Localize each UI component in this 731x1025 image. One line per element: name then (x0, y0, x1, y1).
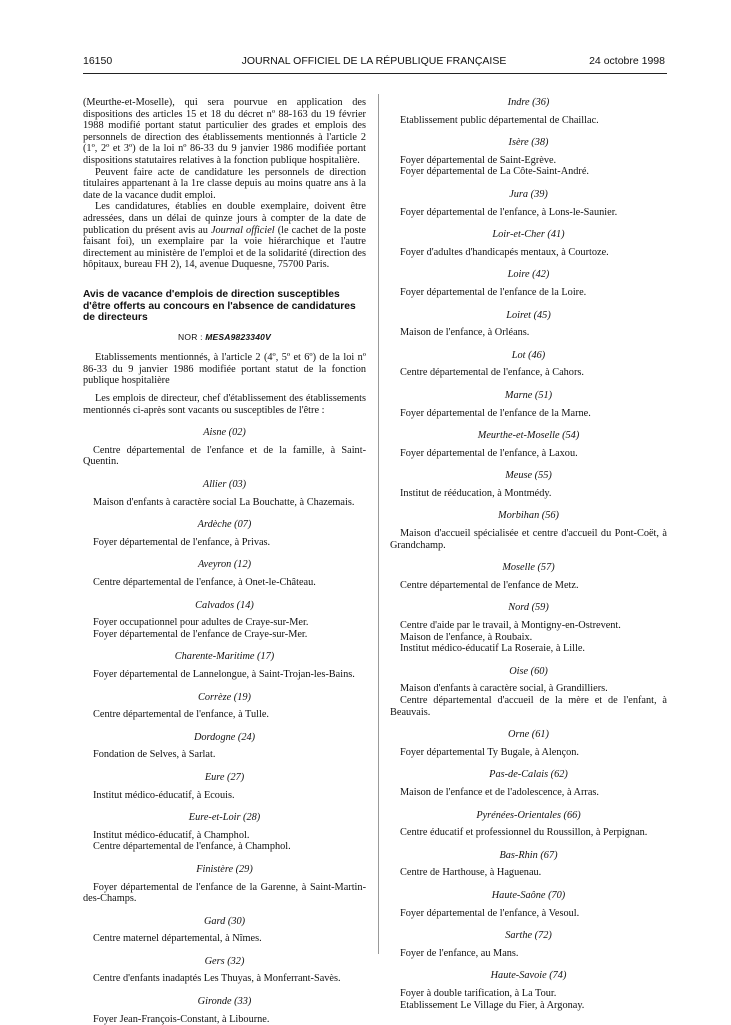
department-heading: Meuse (55) (505, 470, 552, 482)
establishment-entry: Institut de rééducation, à Montmédy. (400, 487, 552, 499)
establishment-entry: Foyer de l'enfance, au Mans. (400, 947, 519, 959)
department-heading: Charente-Maritime (17) (174, 651, 275, 663)
establishment-entry: Foyer départemental de Saint-Egrève. (400, 154, 557, 166)
department-heading: Loir-et-Cher (41) (492, 229, 565, 241)
establishment-entry: Centre départemental de l'enfance, à Onet-le-Château. (93, 577, 316, 588)
department-heading: Eure (27) (204, 771, 245, 783)
establishment-entry: Centre de Harthouse, à Haguenau. (400, 867, 542, 879)
establishment-entry: Foyer Jean-François-Constant, à Libourne. (93, 1013, 270, 1025)
department-heading: Loire (42) (507, 269, 550, 281)
intro-paragraph: Peuvent faire acte de candidature les personnels de direction titulaires appartenant à la 1re classe depuis au moins quatre ans à la date de la vacance dudit emploi. (83, 166, 366, 201)
department-heading: Eure-et-Loir (28) (188, 812, 261, 824)
department-heading: Calvados (14) (195, 599, 254, 611)
journal-title: JOURNAL OFFICIEL DE LA RÉPUBLIQUE FRANÇAISE (241, 55, 507, 67)
establishment-entry: Institut médico-éducatif, à Champhol. (93, 829, 250, 841)
department-list-right (390, 97, 667, 1011)
department-heading: Finistère (29) (196, 863, 253, 875)
establishment-entry: Centre départemental de l'enfance, à Champhol. (93, 841, 291, 853)
establishment-entry: Maison d'enfants à caractère social, à Grandilliers. (400, 683, 608, 695)
establishment-entry: Maison de l'enfance, à Orléans. (400, 327, 530, 339)
department-heading: Moselle (57) (502, 562, 555, 574)
page-header (83, 55, 665, 69)
department-heading: Ardèche (07) (197, 519, 252, 531)
establishment-entry: Centre d'enfants inadaptés Les Thuyas, à Monferrant-Savès. (93, 973, 341, 985)
establishment-entry: Foyer départemental de La Côte-Saint-André. (400, 166, 589, 178)
notice-title: Avis de vacance d'emplois de direction susceptibles d'être offerts au concours en l'absence de candidatures de directeurs (83, 288, 356, 324)
establishment-entry: Centre éducatif et professionnel du Roussillon, à Perpignan. (400, 827, 648, 839)
establishment-entry: Institut médico-éducatif La Roseraie, à Lille. (400, 643, 585, 655)
establishment-entry: Foyer départemental de l'enfance de la Garenne, à Saint-Martin-des-Champs. (83, 881, 366, 905)
nor-reference: NOR : MESA9823340V (178, 331, 271, 342)
establishment-entry: Foyer départemental de l'enfance de Craye-sur-Mer. (93, 628, 308, 640)
page-number: 16150 (83, 55, 113, 67)
department-heading: Marne (51) (504, 389, 553, 401)
establishment-entry: Maison de l'enfance et de l'adolescence, à Arras. (400, 786, 599, 798)
intro-paragraph: Les candidatures, établies en double exemplaire, doivent être adressées, dans un délai de quinze jours à compter de la date de publication du présent avis au Journal officiel (le cachet de la poste faisant foi), un exemplaire par la voie hiérarchique et l'autre directement au ministère de l'emploi et de la solidarité (direction des hôpitaux, bureau FH 2), 14, avenue Duquesne, 75700 Paris. (83, 201, 366, 271)
department-heading: Morbihan (56) (498, 510, 559, 522)
department-heading: Oise (60) (509, 665, 548, 677)
establishment-entry: Foyer départemental de l'enfance de la Marne. (400, 407, 591, 419)
column-divider (378, 94, 379, 954)
establishment-entry: Etablissement public départemental de Chaillac. (400, 114, 599, 126)
department-heading: Aveyron (12) (197, 559, 252, 571)
establishment-entry: Centre départemental de l'enfance, à Tulle. (93, 709, 269, 721)
publication-date: 24 octobre 1998 (589, 55, 665, 67)
department-heading: Allier (03) (202, 479, 247, 491)
establishment-entry: Foyer départemental de l'enfance de la Loire. (400, 286, 587, 298)
right-column (390, 97, 667, 1011)
department-heading: Sarthe (72) (505, 930, 552, 942)
establishment-entry: Foyer départemental de l'enfance, à Lons-le-Saunier. (400, 206, 618, 218)
establishment-entry: Centre départemental de l'enfance, à Cahors. (400, 367, 584, 379)
establishment-entry: Maison d'accueil spécialisée et centre d'accueil du Pont-Coët, à Grandchamp. (390, 528, 667, 551)
department-heading: Indre (36) (507, 97, 550, 108)
establishment-entry: Centre maternel départemental, à Nîmes. (93, 933, 262, 945)
establishment-entry: Centre d'aide par le travail, à Montigny-en-Ostrevent. (400, 620, 621, 632)
department-heading: Haute-Savoie (74) (490, 970, 567, 982)
department-heading: Nord (59) (508, 602, 549, 614)
establishment-entry: Foyer départemental de Lannelongue, à Saint-Trojan-les-Bains. (93, 668, 355, 680)
establishment-entry: Foyer départemental de l'enfance, à Vesoul. (400, 907, 580, 919)
notice-paragraph: Les emplois de directeur, chef d'établissement des établissements mentionnés ci-après sont vacants ou susceptibles de l'être : (83, 393, 366, 416)
department-heading: Meurthe-et-Moselle (54) (477, 430, 580, 442)
department-heading: Jura (39) (509, 188, 548, 200)
department-heading: Gironde (33) (197, 996, 252, 1008)
left-column (83, 97, 366, 1025)
department-heading: Gard (30) (203, 915, 246, 927)
department-heading: Dordogne (24) (193, 731, 256, 743)
department-heading: Aisne (02) (203, 427, 246, 439)
establishment-entry: Centre départemental de l'enfance de Metz. (400, 579, 579, 591)
establishment-entry: Foyer d'adultes d'handicapés mentaux, à Courtoze. (400, 246, 609, 258)
department-heading: Gers (32) (204, 955, 245, 967)
establishment-entry: Foyer départemental Ty Bugale, à Alençon. (400, 746, 579, 758)
department-heading: Pyrénées-Orientales (66) (476, 809, 581, 821)
establishment-entry: Centre départemental d'accueil de la mère et de l'enfant, à Beauvais. (390, 695, 667, 718)
department-heading: Loiret (45) (506, 309, 551, 321)
establishment-entry: Foyer à double tarification, à La Tour. (400, 987, 557, 999)
establishment-entry: Foyer départemental de l'enfance, à Privas. (93, 536, 271, 548)
notice-paragraph: Etablissements mentionnés, à l'article 2 (4º, 5º et 6º) de la loi nº 86-33 du 9 janvier 1986 modifiée portant statut de la fonction publique hospitalière (83, 352, 366, 387)
department-heading: Pas-de-Calais (62) (489, 769, 568, 781)
department-list-left (83, 427, 366, 1025)
department-heading: Lot (46) (511, 349, 546, 361)
establishment-entry: Foyer départemental de l'enfance, à Laxou. (400, 447, 578, 459)
intro-paragraph: (Meurthe-et-Moselle), qui sera pourvue en application des dispositions des articles 15 et 18 du décret nº 88-163 du 19 février 1988 modifié portant statut particulier des grades et emplois des personnels de direction des établissements mentionnés à l'article 2 (1º, 2º et 3º) de la loi nº 86-33 du 9 janvier 1986 modifiée portant dispositions statutaires relatives à la fonction publique hospitalière. (83, 97, 366, 166)
establishment-entry: Maison de l'enfance, à Roubaix. (400, 631, 533, 643)
establishment-entry: Etablissement Le Village du Fier, à Argonay. (400, 999, 585, 1011)
establishment-entry: Fondation de Selves, à Sarlat. (93, 749, 216, 761)
establishment-entry: Institut médico-éducatif, à Ecouis. (93, 789, 235, 801)
department-heading: Bas-Rhin (67) (499, 849, 558, 861)
establishment-entry: Foyer occupationnel pour adultes de Craye-sur-Mer. (93, 617, 309, 629)
header-rule (83, 73, 667, 74)
department-heading: Haute-Saône (70) (491, 889, 566, 901)
establishment-entry: Centre départemental de l'enfance et de la famille, à Saint-Quentin. (83, 444, 366, 468)
establishment-entry: Maison d'enfants à caractère social La Bouchatte, à Chazemais. (93, 496, 355, 508)
department-heading: Corrèze (19) (198, 691, 251, 703)
department-heading: Isère (38) (508, 137, 549, 149)
department-heading: Orne (61) (508, 729, 549, 741)
